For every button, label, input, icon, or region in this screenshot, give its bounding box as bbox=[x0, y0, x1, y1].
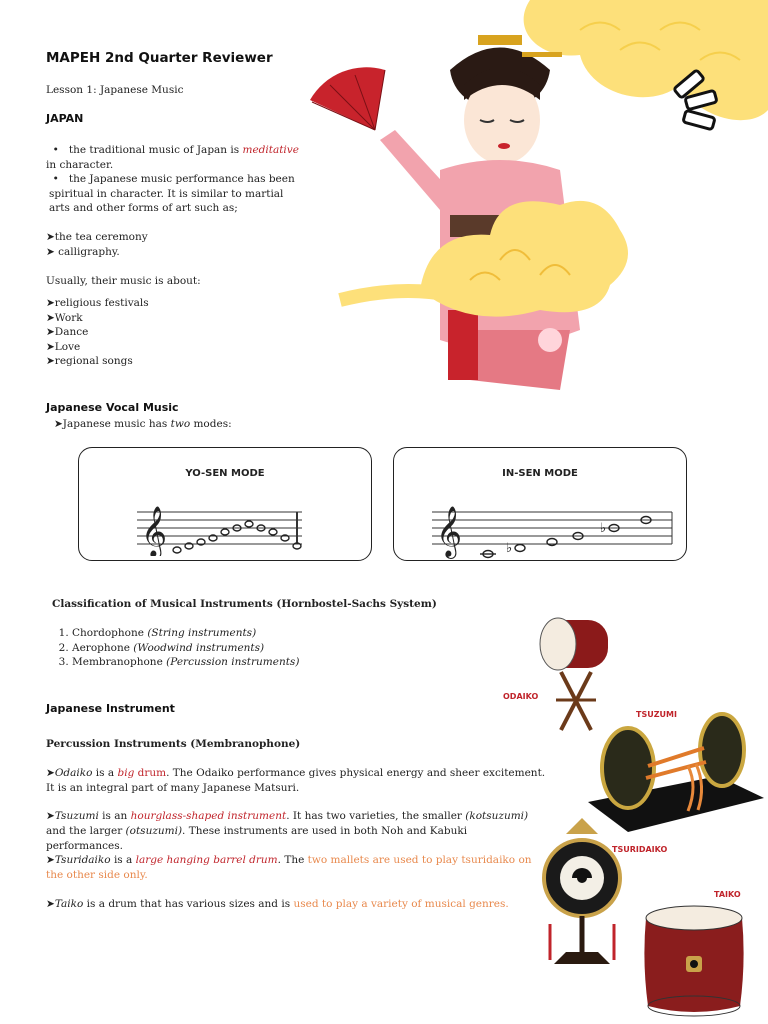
class-name: Aerophone bbox=[72, 641, 134, 654]
tsuridaiko-paragraph bbox=[46, 853, 546, 883]
arrow-bullet: ➤ bbox=[46, 767, 55, 779]
odaiko-paragraph bbox=[46, 766, 546, 796]
instrument-name: Taiko bbox=[54, 898, 84, 910]
insen-mode-box bbox=[393, 447, 687, 561]
bullet2-line3: arts and other forms of art such as; bbox=[49, 202, 238, 214]
svg-text:♭: ♭ bbox=[600, 521, 607, 536]
bullet2-line2: spiritual in character. It is similar to martial bbox=[49, 187, 284, 200]
geisha-dancer-illustration bbox=[300, 30, 640, 400]
class-name: Chordophone bbox=[72, 627, 148, 639]
bullet1-emphasis: meditative bbox=[242, 144, 299, 156]
arrow-bullet: ➤ bbox=[46, 854, 55, 866]
modes-text-end: modes: bbox=[190, 418, 232, 430]
highlight: hourglass-shaped instrument bbox=[130, 810, 287, 822]
yosen-mode-title: YO-SEN MODE bbox=[185, 468, 265, 479]
text: (otsuzumi) bbox=[125, 825, 183, 837]
text: (kotsuzumi) bbox=[465, 810, 529, 822]
yosen-staff bbox=[137, 492, 317, 556]
tsuzumi-label: TSUZUMI bbox=[636, 710, 677, 719]
heading-classification: Classification of Musical Instruments (Hornbostel-Sachs System) bbox=[52, 598, 437, 610]
list-item bbox=[72, 641, 299, 656]
heading-vocal-music: Japanese Vocal Music bbox=[46, 401, 179, 414]
svg-text:𝄞: 𝄞 bbox=[141, 506, 168, 556]
text: . These instruments are used in both Noh and Kabuki performances. bbox=[46, 825, 468, 852]
yosen-mode-box bbox=[78, 447, 372, 561]
lesson-label: Lesson 1: Japanese Music bbox=[46, 84, 184, 96]
classification-list bbox=[46, 626, 299, 670]
class-desc: (String instruments) bbox=[147, 627, 257, 639]
class-desc: (Percussion instruments) bbox=[166, 656, 300, 668]
bullet1-continuation: in character. bbox=[46, 158, 114, 171]
text: is a drum that has various sizes and is bbox=[83, 898, 294, 910]
bullet2-line1: the Japanese music performance has been bbox=[68, 173, 295, 185]
highlight: two mallets are used to play tsuridaiko on the other side only. bbox=[46, 854, 532, 881]
text: is a bbox=[92, 767, 118, 779]
list-item: ➤religious festivals bbox=[46, 297, 149, 309]
list-item: ➤Love bbox=[46, 340, 81, 353]
instrument-name: Odaiko bbox=[54, 767, 93, 779]
modes-text: ➤Japanese music has bbox=[54, 418, 171, 430]
tsuridaiko-drum-image bbox=[540, 814, 624, 970]
bullet1-text: the traditional music of Japan is bbox=[68, 144, 243, 156]
highlight: used to play a variety of musical genres. bbox=[293, 898, 509, 910]
text: is an bbox=[98, 810, 131, 822]
heading-japan: JAPAN bbox=[46, 112, 84, 125]
text: . It has two varieties, the smaller bbox=[286, 810, 466, 822]
heading-japanese-instrument: Japanese Instrument bbox=[46, 702, 175, 715]
arts-list bbox=[46, 230, 148, 259]
instrument-name: Tsuzumi bbox=[54, 810, 99, 822]
about-list bbox=[46, 296, 149, 369]
text: . The bbox=[277, 854, 308, 866]
tsuridaiko-label: TSURIDAIKO bbox=[612, 845, 668, 854]
svg-text:𝄞: 𝄞 bbox=[436, 506, 463, 557]
taiko-label: TAIKO bbox=[714, 890, 741, 899]
insen-staff bbox=[432, 492, 682, 560]
list-item: ➤ calligraphy. bbox=[46, 245, 120, 258]
arrow-bullet: ➤ bbox=[46, 810, 55, 822]
text: . The Odaiko performance gives physical energy and sheer excitement. It is an integral part of many Japanese Matsuri. bbox=[46, 767, 546, 794]
class-desc: (Woodwind instruments) bbox=[133, 641, 265, 654]
class-name: Membranophone bbox=[72, 656, 167, 668]
list-item bbox=[72, 655, 299, 670]
text: and the larger bbox=[46, 825, 126, 837]
highlight: drum bbox=[134, 767, 167, 779]
list-item: ➤regional songs bbox=[46, 355, 133, 367]
svg-text:♭: ♭ bbox=[506, 541, 513, 556]
japan-bullet-1: • the traditional music of Japan is meditative in character. • the Japanese music performance has been spiritual in character. It is similar to martial arts and other forms of art such as; bbox=[46, 143, 306, 216]
page-title: MAPEH 2nd Quarter Reviewer bbox=[46, 50, 273, 66]
taiko-drum-image bbox=[642, 902, 746, 1018]
highlight: large hanging barrel drum bbox=[135, 854, 278, 866]
tsuzumi-paragraph bbox=[46, 809, 546, 854]
insen-mode-title: IN-SEN MODE bbox=[502, 468, 578, 479]
instrument-name: Tsuridaiko bbox=[54, 854, 111, 866]
modes-line bbox=[54, 417, 232, 432]
list-item bbox=[72, 626, 299, 641]
list-item: ➤Dance bbox=[46, 326, 89, 338]
heading-percussion: Percussion Instruments (Membranophone) bbox=[46, 738, 301, 750]
list-item: ➤Work bbox=[46, 311, 83, 324]
modes-emphasis: two bbox=[170, 418, 191, 430]
odaiko-label: ODAIKO bbox=[503, 692, 539, 701]
list-item: ➤the tea ceremony bbox=[46, 231, 148, 243]
text: is a bbox=[110, 854, 136, 866]
arrow-bullet: ➤ bbox=[46, 898, 55, 910]
exclamation-marks-icon bbox=[666, 64, 726, 139]
highlight: big bbox=[117, 767, 135, 779]
taiko-paragraph bbox=[46, 897, 546, 912]
about-intro: Usually, their music is about: bbox=[46, 275, 201, 287]
